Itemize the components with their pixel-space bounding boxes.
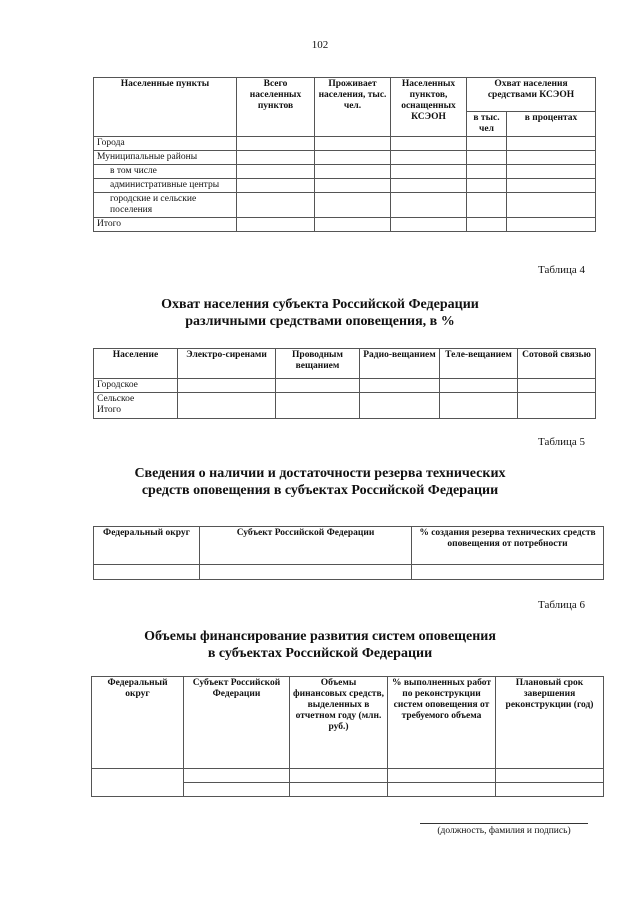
header-wired: Проводным вещанием [276, 349, 360, 379]
table-row [94, 165, 596, 179]
row-label: Города [94, 137, 237, 151]
header-tv: Теле-вещанием [440, 349, 518, 379]
table4-title-line1: Охват населения субъекта Российской Федерации [161, 297, 479, 312]
row-label: Муниципальные районы [94, 151, 237, 165]
table4-caption: Таблица 4 [538, 264, 586, 276]
header-population: Проживает населения, тыс. чел. [315, 78, 391, 137]
header-deadline: Плановый срок завершения реконструкции (год) [496, 677, 604, 769]
header-settlements: Населенные пункты [94, 78, 237, 137]
header-population: Население [94, 349, 178, 379]
table6-title-line2: в субъектах Российской Федерации [207, 646, 433, 661]
header-reserve-percent: % создания резерва технических средств оповещения от потребности [412, 527, 604, 565]
table6-title-line1: Объемы финансирование развития систем оповещения [144, 629, 496, 644]
financing-table [91, 676, 604, 797]
row-label: в том числе [94, 165, 237, 179]
header-percent: в процентах [507, 112, 596, 137]
header-cellular: Сотовой связью [518, 349, 596, 379]
table-row [94, 379, 596, 393]
row-label: Итого [94, 218, 237, 232]
header-federal-district: Федеральный округ [92, 677, 184, 769]
table-row [94, 218, 596, 232]
row-label: административные центры [94, 179, 237, 193]
table5-title-line2: средств оповещения в субъектах Российской Федерации [141, 483, 499, 498]
header-sirens: Электро-сиренами [178, 349, 276, 379]
header-completed-percent: % выполненных работ по реконструкции систем оповещения от требуемого объема [388, 677, 496, 769]
header-federal-district: Федеральный округ [94, 527, 200, 565]
table4-title-line2: различными средствами оповещения, в % [185, 314, 455, 329]
table-row [94, 179, 596, 193]
row-label: Городское [94, 379, 178, 393]
table-row [94, 565, 604, 580]
table5-caption: Таблица 5 [538, 436, 586, 448]
notification-coverage-table [93, 348, 596, 419]
table-row [94, 193, 596, 218]
table6-caption: Таблица 6 [538, 599, 586, 611]
row-label-rural: Сельское [97, 394, 135, 404]
table-row [94, 393, 596, 419]
header-subject: Субъект Российской Федерации [200, 527, 412, 565]
header-subject: Субъект Российской Федерации [184, 677, 290, 769]
header-coverage: Охват населения средствами КСЭОН [467, 78, 596, 112]
row-label [94, 393, 178, 419]
reserve-table [93, 526, 604, 580]
header-funding: Объемы финансовых средств, выделенных в отчетном году (млн. руб.) [290, 677, 388, 769]
row-label: городские и сельские поселения [94, 193, 237, 218]
signature-caption: (должность, фамилия и подпись) [437, 826, 571, 836]
header-radio: Радио-вещанием [360, 349, 440, 379]
signature-line [420, 823, 588, 824]
settlements-coverage-table [93, 77, 596, 232]
table-row [94, 137, 596, 151]
table-row [94, 151, 596, 165]
header-equipped: Населенных пунктов, оснащенных КСЭОН [391, 78, 467, 137]
page-number: 102 [311, 39, 329, 51]
table-row [92, 769, 604, 783]
header-thousand: в тыс. чел [467, 112, 507, 137]
row-label-total: Итого [97, 405, 122, 415]
header-total: Всего населенных пунктов [237, 78, 315, 137]
table5-title-line1: Сведения о наличии и достаточности резерва технических [134, 466, 506, 481]
